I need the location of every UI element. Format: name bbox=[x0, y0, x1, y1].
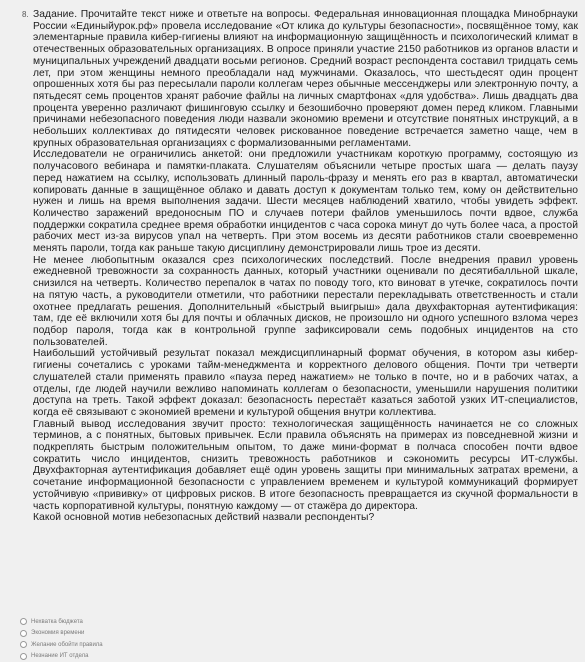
answer-option-label: Желание обойти правила bbox=[31, 641, 103, 648]
answer-option[interactable] bbox=[20, 628, 320, 640]
paragraph-conclusion: Главный вывод исследования звучит просто: технологическая защищённость начинается не со сложных терминов, а с понятных, бытовых привычек. Если правила объяснять на примерах из повседневной жизни и подкреплять быстрым положительным опытом, то даже мини-формат в полчаса способен почти вдвое сократить число инцидентов, снизить тревожность работников и сэкономить ресурсы ИТ-службы. Двухфакторная аутентификация добавляет ещё один уровень защиты при минимальных затратах времени, а сочетание информационной безопасности с управлением временем и культурой коммуникаций формирует устойчивую «прививку» от цифровых рисков. В итоге безопасность превращается из скучной формальности в часть корпоративной культуры, понятную каждому — от стажёра до директора. bbox=[33, 418, 578, 512]
answer-option[interactable] bbox=[20, 651, 320, 662]
question-number: 8. bbox=[22, 10, 29, 19]
radio-button[interactable] bbox=[20, 618, 27, 625]
radio-button[interactable] bbox=[20, 641, 27, 648]
answer-option[interactable] bbox=[20, 616, 320, 628]
answer-option-label: Нехватка бюджета bbox=[31, 618, 83, 625]
answer-option-label: Незнание ИТ отдела bbox=[31, 653, 89, 660]
answer-option[interactable] bbox=[20, 639, 320, 651]
radio-button[interactable] bbox=[20, 630, 27, 637]
answer-option-label: Экономия времени bbox=[31, 630, 85, 637]
paragraph-psychology: Не менее любопытным оказался срез психологических последствий. После внедрения правил уровень ежедневной тревожности за сохранность данных, который участники оценивали по десятибалльной шкале, снизился на четверть. Количество перепалок в чатах по поводу того, кто виноват в утечке, сократилось почти на пятую часть, а руководители отметили, что работники перестали перекладывать ответственность и стали охотнее предлагать решения. Дополнительный «быстрый выигрыш» дала двухфакторная аутентификация: там, где её включили хотя бы для почты и облачных дисков, не произошло ни одного успешного взлома через подбор пароля, тогда как в контрольной группе зафиксировали семь подобных инцидентов на сто пользователей. bbox=[33, 254, 578, 348]
answer-options bbox=[20, 616, 320, 662]
paragraph-intro: Задание. Прочитайте текст ниже и ответьте на вопросы. Федеральная инновационная площадка Минобрнауки России «Единыйурок.рф» провела исследование «От клика до культуры безопасности», посвящённое тому, как элементарные правила кибер-гигиены влияют на информационную защищённость и психологический климат в отечественных образовательных организациях. В опросе приняли участие 2150 работников из органов власти и муниципальных учреждений двадцати восьми регионов. Средний возраст респондента составил тридцать семь лет, при этом женщины немного преобладали над мужчинами. Оказалось, что шестьдесят один процент опрошенных хотя бы раз пересылали пароли коллегам через обычные мессенджеры или электронную почту, а пятьдесят семь процентов хранят рабочие файлы на личных смартфонах «для удобства». Лишь двадцать два процента уверенно различают фишинговую ссылку и безошибочно проверяют домен перед кликом. Главными причинами небезопасного поведения люди назвали экономию времени и отсутствие понятных инструкций, а в небольших коллективах до пятидесяти человек рискованное поведение встречается заметно чаще, чем в крупных образовательная организациях с формализованными регламентами. bbox=[33, 9, 578, 149]
paragraph-program: Исследователи не ограничились анкетой: они предложили участникам короткую программу, состоящую из получасового вебинара и памятки-плаката. Слушателям объяснили четыре простых шага — делать паузу перед нажатием на ссылку, использовать длинный пароль-фразу и менять его раз в квартал, автоматически копировать данные в защищённое облако и давать доступ к документам только тем, кому он действительно нужен и лишь на время выполнения задачи. Шести месяцев наблюдений хватило, чтобы увидеть эффект. Количество заражений вредоносным ПО и случаев потери файлов уменьшилось почти вдвое, служба поддержки сократила среднее время обработки инцидентов с часа сорока минут до чуть более часа, а простой рабочих мест из-за вирусов упал на четверть. При этом восемь из десяти работников стали своевременно менять пароли, тогда как раньше такую дисциплину демонстрировали лишь трое из десяти. bbox=[33, 149, 578, 255]
paragraph-training-format: Наибольший устойчивый результат показал междисциплинарный формат обучения, в котором азы кибер-гигиены сочетались с уроками тайм-менеджмента и корректного делового общения. Почти три четверти слушателей стали применять правило «пауза перед нажатием» не только в почте, но и в рабочих чатах, а отделы, где людей научили вежливо напоминать коллегам о безопасности, уменьшили нарушения политики доступа на треть. Такой эффект доказал: безопасность перестаёт казаться заботой узких ИТ-специалистов, когда её связывают с экономией времени и культурой общения внутри коллектива. bbox=[33, 348, 578, 418]
question-prompt: Какой основной мотив небезопасных действий назвали респонденты? bbox=[33, 512, 375, 524]
radio-button[interactable] bbox=[20, 653, 27, 660]
question-text bbox=[33, 9, 578, 524]
